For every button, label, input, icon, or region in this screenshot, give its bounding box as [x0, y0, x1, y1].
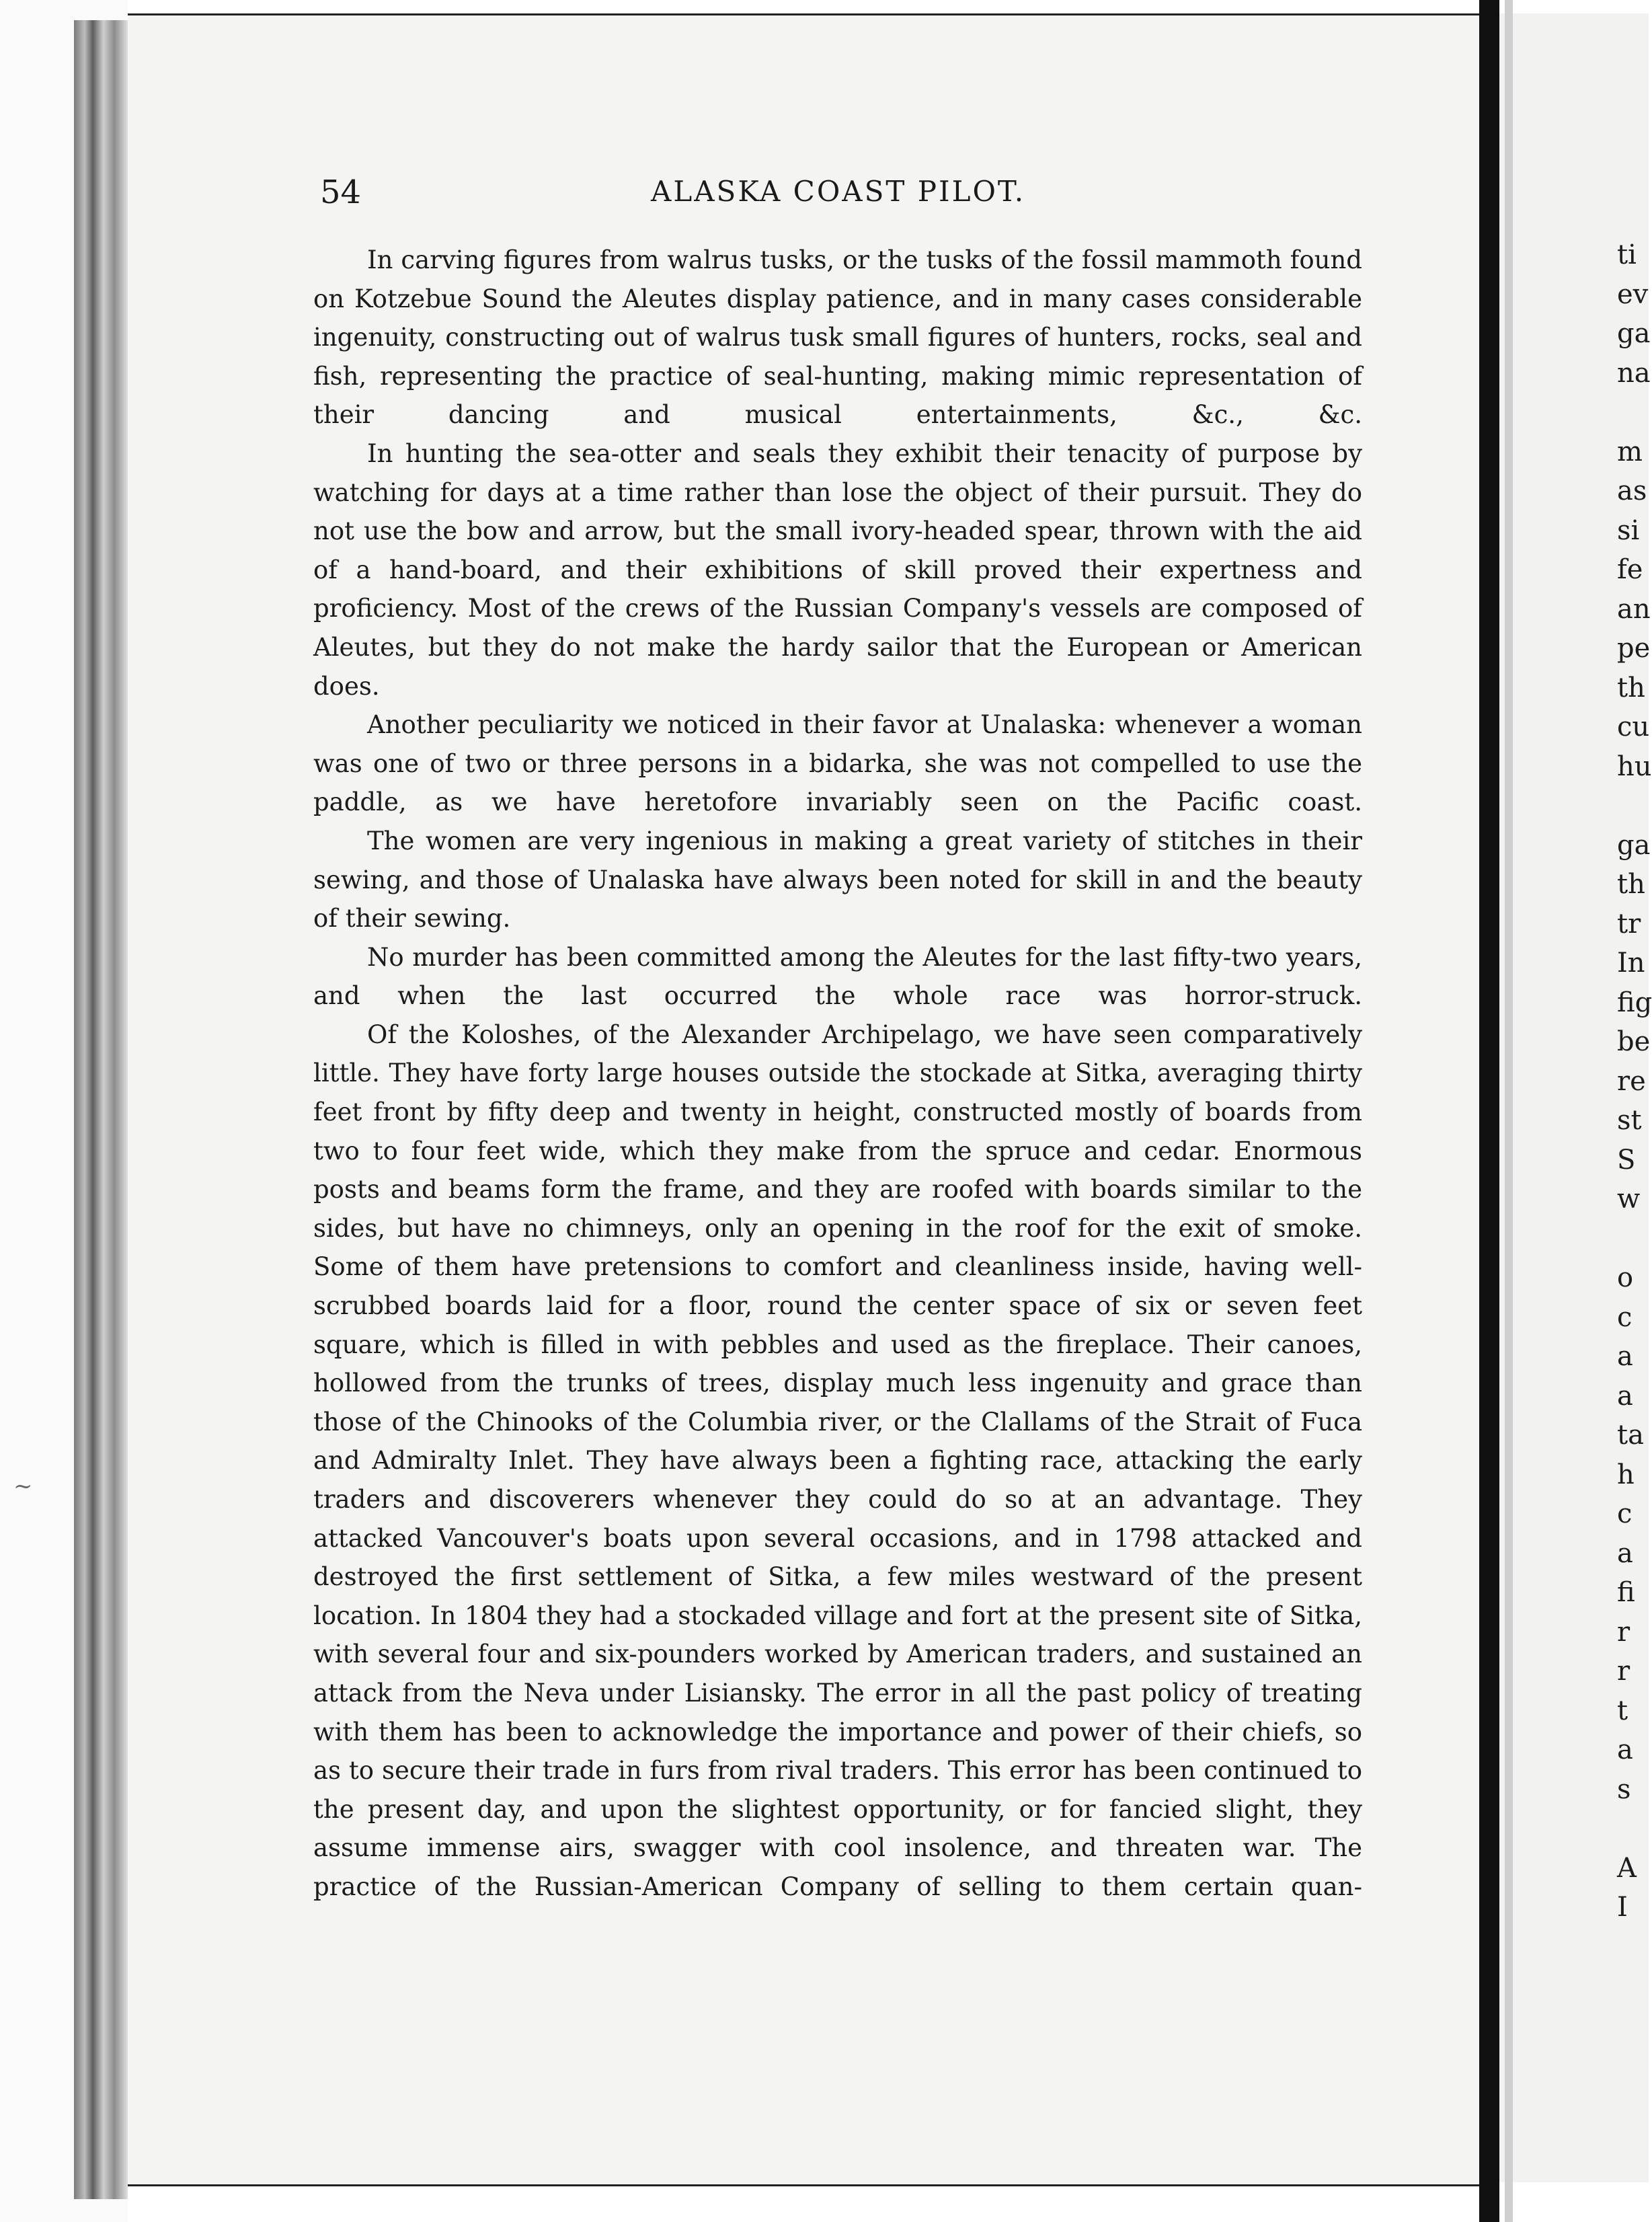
facing-fragment: tr	[1617, 908, 1641, 940]
facing-fragment: fe	[1617, 554, 1643, 585]
facing-fragment: be	[1617, 1026, 1651, 1057]
facing-fragment: th	[1617, 869, 1645, 900]
facing-fragment	[1617, 1219, 1649, 1259]
facing-fragment: c	[1617, 1498, 1633, 1529]
facing-fragment: w	[1617, 1184, 1641, 1215]
facing-fragment: o	[1617, 1262, 1634, 1293]
paragraph-unalaska-peculiarity: Another peculiarity we noticed in their favor at Unalaska: whenever a woman was one of two or three persons in a bidarka, she was not compelled to use the paddle, as we have heretofore invariably seen on the Pacific coast.	[313, 710, 1362, 817]
facing-fragment: ti	[1617, 239, 1637, 270]
facing-fragment: a	[1617, 1734, 1633, 1765]
facing-fragment: In	[1617, 948, 1645, 979]
paragraph-sewing: The women are very ingenious in making a great variety of stitches in their sewing, and those of Unalaska have always been noted for skill in and the beauty of their sewing.	[313, 826, 1362, 933]
facing-fragment: ga	[1617, 829, 1651, 861]
facing-fragment: s	[1617, 1773, 1631, 1805]
page-scuff-mark: ~	[13, 1473, 33, 1500]
paragraph-walrus-carving: In carving figures from walrus tusks, or the tusks of the fossil mammoth found on Kotzebue Sound the Aleutes display patience, and in many cases considerable ingenuity, constructing out of walrus tusk small figures of hunters, rocks, seal and fish, representing the practice of seal-hunting, making mimic representation of their dancing and musical entertainments, &c., &c.	[313, 245, 1362, 430]
facing-fragment	[1617, 1809, 1649, 1849]
facing-fragment: an	[1617, 593, 1651, 625]
facing-fragment: fi	[1617, 1577, 1635, 1608]
facing-page-edge	[1505, 0, 1513, 2222]
facing-fragment: re	[1617, 1065, 1646, 1097]
facing-fragment: th	[1617, 672, 1645, 703]
body-text	[313, 241, 1362, 1907]
facing-fragment	[1617, 393, 1649, 432]
facing-fragment: c	[1617, 1301, 1633, 1333]
facing-fragment: si	[1617, 514, 1640, 546]
running-head	[320, 174, 1369, 214]
page-number: 54	[320, 174, 362, 211]
facing-fragment: a	[1617, 1380, 1633, 1412]
facing-page-text	[1617, 235, 1652, 1927]
facing-fragment: ga	[1617, 318, 1651, 349]
facing-fragment: r	[1617, 1616, 1630, 1648]
facing-fragment: a	[1617, 1537, 1633, 1569]
facing-fragment: hu	[1617, 751, 1652, 782]
facing-fragment: st	[1617, 1105, 1642, 1136]
facing-fragment: pe	[1617, 633, 1651, 664]
facing-fragment: fig	[1617, 987, 1652, 1018]
facing-fragment: A	[1617, 1852, 1637, 1884]
facing-fragment: h	[1617, 1459, 1635, 1490]
facing-fragment: m	[1617, 436, 1643, 467]
facing-fragment: S	[1617, 1144, 1636, 1176]
paragraph-no-murder: No murder has been committed among the Aleutes for the last fifty-two years, and when the last occurred the whole race was horror-struck.	[313, 942, 1362, 1011]
paragraph-koloshes: Of the Koloshes, of the Alexander Archipelago, we have seen comparatively little. They have forty large houses outside the stockade at Sitka, averaging thirty feet front by fifty deep and twenty in height, constructed mostly of boards from two to four feet wide, which they make from the spruce and cedar. Enormous posts and beams form the frame, and they are roofed with boards similar to the sides, but have no chimneys, only an opening in the roof for the exit of smoke. Some of them have pretensions to comfort and cleanliness inside, having well-scrubbed boards laid for a floor, round the center space of six or seven feet square, which is filled in with pebbles and used as the fireplace. Their canoes, hollowed from the trunks of trees, display much less ingenuity and grace than those of the Chinooks of the Columbia river, or the Clallams of the Strait of Fuca and Admiralty Inlet. They have always been a fighting race, attacking the early traders and discoverers whenever they could do so at an advantage. They attacked Vancouver's boats upon several occasions, and in 1798 attacked and destroyed the first settlement of Sitka, a few miles westward of the present location. In 1804 they had a stockaded village and fort at the present site of Sitka, with several four and six-pounders worked by American traders, and sustained an attack from the Neva under Lisiansky. The error in all the past policy of treating with them has been to acknowledge the importance and power of their chiefs, so as to secure their trade in furs from rival traders. This error has been continued to the present day, and upon the slightest opportunity, or for fancied slight, they assume immense airs, swagger with cool insolence, and threaten war. The practice of the Russian-American Company of selling to them certain quan-	[313, 1020, 1362, 1901]
facing-fragment: a	[1617, 1341, 1633, 1372]
running-title: ALASKA COAST PILOT.	[651, 175, 1026, 208]
facing-fragment: cu	[1617, 712, 1650, 742]
facing-fragment: na	[1617, 357, 1651, 389]
facing-fragment: I	[1617, 1892, 1628, 1923]
facing-fragment: as	[1617, 475, 1647, 506]
facing-fragment: r	[1617, 1656, 1630, 1687]
page-edge	[1479, 0, 1499, 2222]
facing-fragment: ta	[1617, 1420, 1644, 1451]
facing-fragment	[1617, 786, 1649, 826]
facing-fragment: ev	[1617, 278, 1649, 310]
book-spine	[74, 20, 128, 2199]
paragraph-hunting: In hunting the sea-otter and seals they exhibit their tenacity of purpose by watching for days at a time rather than lose the object of their pursuit. They do not use the bow and arrow, but the small ivory-headed spear, thrown with the aid of a hand-board, and their exhibitions of skill proved their expertness and proficiency. Most of the crews of the Russian Company's vessels are composed of Aleutes, but they do not make the hardy sailor that the European or American does.	[313, 438, 1362, 701]
facing-fragment: t	[1617, 1695, 1628, 1726]
